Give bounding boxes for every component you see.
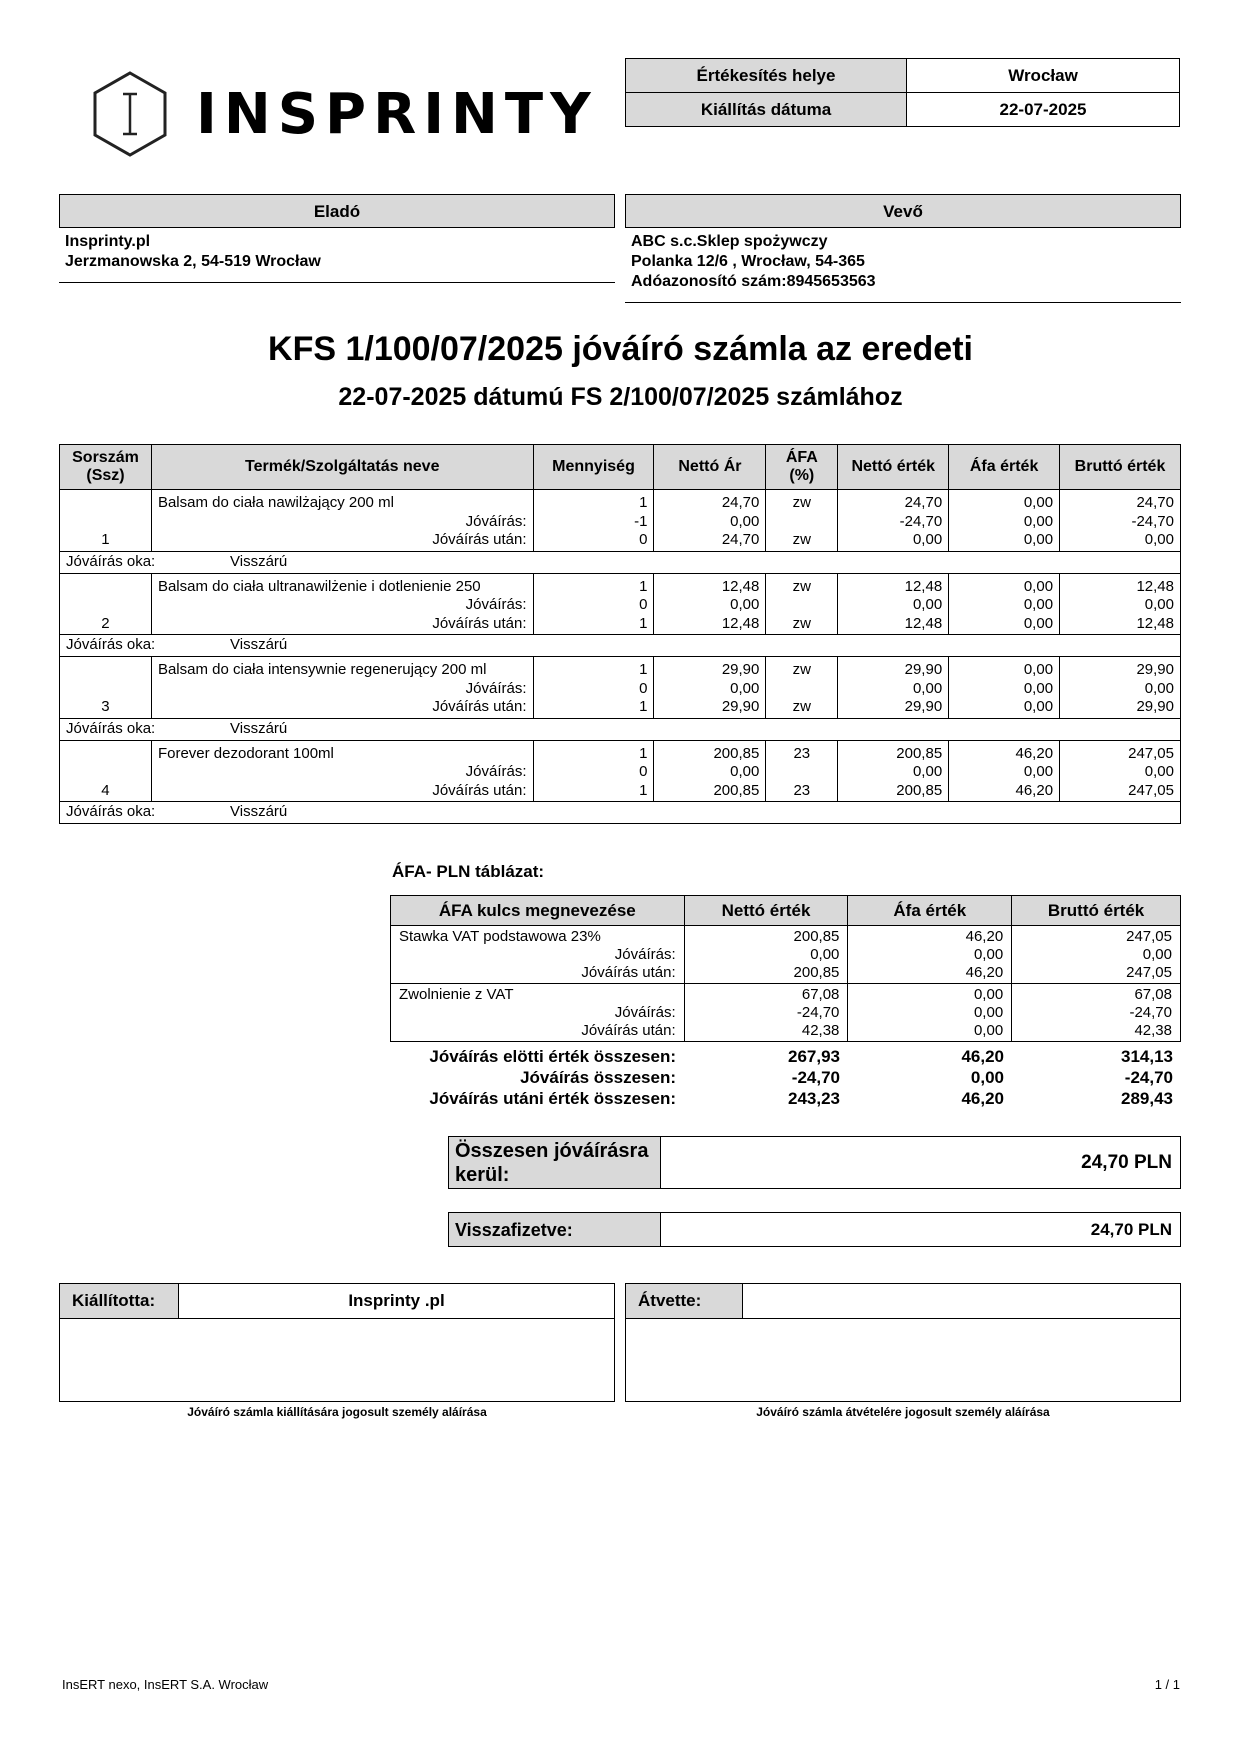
item-vat-cell xyxy=(766,657,838,719)
item-net-value-cell xyxy=(838,573,949,635)
brand-name: INSPRINTY xyxy=(196,82,598,147)
totals-row xyxy=(390,1046,1181,1067)
receiver-label: Átvette: xyxy=(626,1284,743,1318)
item-qty-cell xyxy=(533,573,654,635)
totals-row xyxy=(390,1088,1181,1109)
item-qty: 0 xyxy=(639,531,648,548)
item-row xyxy=(60,490,1181,552)
item-vat-value-cell xyxy=(949,657,1060,719)
totals-vat: 46,20 xyxy=(961,1047,1004,1066)
vat-correction-label: Jóváírás: xyxy=(614,946,676,963)
item-qty: 1 xyxy=(639,577,648,595)
totals-net: 243,23 xyxy=(788,1089,840,1108)
vat-rate-name: Zwolnienie z VAT xyxy=(399,986,514,1003)
refund-label: Visszafizetve: xyxy=(449,1213,661,1246)
item-vat-value: 0,00 xyxy=(1023,596,1054,613)
receiver-value xyxy=(743,1284,1180,1318)
item-qty: -1 xyxy=(634,512,648,530)
item-net-price: 29,90 xyxy=(721,698,760,715)
vat-vat-value: 46,20 xyxy=(965,964,1004,981)
totals-net: -24,70 xyxy=(791,1068,840,1087)
vat-vat-value: 0,00 xyxy=(973,1022,1004,1039)
item-gross-value: 247,05 xyxy=(1128,744,1174,762)
buyer-tax-id: Adóazonosító szám:8945653563 xyxy=(631,273,876,290)
item-net-price: 200,85 xyxy=(713,744,760,762)
item-after-label: Jóváírás után: xyxy=(432,531,527,548)
item-qty: 0 xyxy=(639,679,648,697)
col-header-vat xyxy=(766,445,838,490)
item-gross-value: 24,70 xyxy=(1136,494,1174,511)
totals-gross: 314,13 xyxy=(1121,1047,1173,1066)
item-reason-value: Visszárú xyxy=(230,803,288,820)
item-net-value: 0,00 xyxy=(912,531,943,548)
item-gross-value-cell xyxy=(1060,740,1181,802)
item-vat: zw xyxy=(792,494,811,511)
vat-net-value: 42,38 xyxy=(801,1022,840,1039)
item-vat: 23 xyxy=(793,781,811,799)
refund-value: 24,70 PLN xyxy=(1090,1220,1172,1239)
footer-software: InsERT nexo, InsERT S.A. Wrocław xyxy=(62,1677,269,1692)
item-gross-value-cell xyxy=(1060,573,1181,635)
item-name-cell xyxy=(151,490,533,552)
item-net-value: 12,48 xyxy=(904,577,943,595)
item-name-cell xyxy=(151,573,533,635)
item-name: Balsam do ciała intensywnie regenerujący 200 ml xyxy=(157,661,487,678)
buyer-address: Polanka 12/6 , Wrocław, 54-365 xyxy=(631,253,865,270)
item-net-value: -24,70 xyxy=(899,512,943,530)
item-correction-label: Jóváírás: xyxy=(465,679,527,697)
vat-net-value: 200,85 xyxy=(793,964,840,981)
item-vat-value: 46,20 xyxy=(1015,744,1054,762)
footer-page-number: 1 / 1 xyxy=(1154,1677,1180,1692)
totals-row xyxy=(390,1067,1181,1088)
sale-place-label: Értékesítés helye xyxy=(626,59,907,93)
vat-net-value: 67,08 xyxy=(801,986,840,1003)
vat-vat-cell xyxy=(848,926,1012,984)
vat-row xyxy=(391,984,1181,1042)
issue-date-value: 22-07-2025 xyxy=(907,93,1180,127)
col-header-gross-value: Bruttó érték xyxy=(1060,445,1181,490)
vat-table xyxy=(390,895,1181,1042)
vat-after-label: Jóváírás után: xyxy=(581,964,676,981)
item-vat-value: 0,00 xyxy=(1023,494,1054,511)
item-vat xyxy=(772,596,831,615)
item-after-label: Jóváírás után: xyxy=(432,781,527,799)
item-gross-value: 12,48 xyxy=(1136,614,1174,632)
item-net-value: 200,85 xyxy=(896,781,943,799)
item-reason-label: Jóváírás oka: xyxy=(66,719,156,737)
item-vat: zw xyxy=(792,661,811,678)
item-vat: zw xyxy=(792,698,811,715)
col-header-no xyxy=(60,445,152,490)
seller-address: Jerzmanowska 2, 54-519 Wrocław xyxy=(65,253,321,270)
vat-gross-cell xyxy=(1012,926,1181,984)
vat-name-cell xyxy=(391,984,685,1042)
buyer-details xyxy=(625,228,1181,303)
item-vat-value: 0,00 xyxy=(1023,512,1054,530)
totals-vat: 0,00 xyxy=(970,1068,1004,1087)
item-net-price-cell xyxy=(654,740,766,802)
receiver-signature-box xyxy=(625,1283,1181,1402)
item-net-price: 12,48 xyxy=(721,614,760,632)
col-header-no-line1: Sorszám xyxy=(72,449,139,466)
item-gross-value-cell xyxy=(1060,490,1181,552)
issue-date-row xyxy=(626,93,1180,127)
item-reason-value: Visszárú xyxy=(230,636,288,653)
item-vat-value-cell xyxy=(949,573,1060,635)
item-gross-value-cell xyxy=(1060,657,1181,719)
totals-gross: -24,70 xyxy=(1124,1068,1173,1087)
buyer-name: ABC s.c.Sklep spożywczy xyxy=(631,233,828,250)
item-net-value: 24,70 xyxy=(904,494,943,511)
vat-gross-value: 247,05 xyxy=(1126,964,1172,981)
item-gross-value: 0,00 xyxy=(1144,679,1174,697)
item-after-label: Jóváírás után: xyxy=(432,614,527,632)
credit-total-label: Összesen jóváírásra kerül: xyxy=(449,1137,661,1188)
item-vat: zw xyxy=(792,577,811,595)
hexagon-logo-icon xyxy=(92,70,168,158)
item-vat-value-cell xyxy=(949,490,1060,552)
item-name: Forever dezodorant 100ml xyxy=(157,744,334,762)
issuer-signature-header xyxy=(60,1284,614,1319)
item-net-price-cell xyxy=(654,657,766,719)
item-vat xyxy=(772,763,831,782)
item-gross-value: 0,00 xyxy=(1144,763,1174,780)
col-header-net-value: Nettó érték xyxy=(838,445,949,490)
item-net-value: 29,90 xyxy=(904,661,943,678)
item-no: 3 xyxy=(60,657,152,719)
vat-after-label: Jóváírás után: xyxy=(581,1022,676,1039)
item-no: 4 xyxy=(60,740,152,802)
item-vat xyxy=(772,513,831,532)
item-gross-value: 12,48 xyxy=(1136,577,1174,595)
vat-gross-value: 0,00 xyxy=(1142,946,1172,963)
vat-vat-cell xyxy=(848,984,1012,1042)
vat-row xyxy=(391,926,1181,984)
item-reason-value: Visszárú xyxy=(230,552,288,570)
receiver-signature-caption: Jóváíró számla átvételére jogosult személy aláírása xyxy=(756,1405,1050,1419)
receiver-signature-header xyxy=(626,1284,1180,1319)
item-qty: 1 xyxy=(639,661,648,678)
item-vat: zw xyxy=(792,614,811,632)
totals-label: Jóváírás elötti érték összesen: xyxy=(429,1047,676,1066)
item-net-price: 0,00 xyxy=(730,512,760,530)
item-net-price-cell xyxy=(654,490,766,552)
item-reason-row xyxy=(60,802,1181,824)
vat-gross-value: -24,70 xyxy=(1129,1004,1172,1021)
totals-table xyxy=(390,1046,1181,1109)
document-subtitle: 22-07-2025 dátumú FS 2/100/07/2025 számlához xyxy=(338,383,903,411)
item-vat-value: 46,20 xyxy=(1015,781,1054,799)
item-net-value-cell xyxy=(838,740,949,802)
item-reason-row xyxy=(60,551,1181,573)
vat-table-title: ÁFA- PLN táblázat: xyxy=(392,862,545,881)
vat-vat-value: 46,20 xyxy=(965,928,1004,945)
item-vat-value: 0,00 xyxy=(1023,763,1054,780)
totals-label: Jóváírás összesen: xyxy=(520,1068,676,1087)
company-logo xyxy=(92,70,598,160)
item-qty: 0 xyxy=(639,763,648,780)
vat-gross-value: 247,05 xyxy=(1126,928,1172,945)
totals-vat: 46,20 xyxy=(961,1089,1004,1108)
col-header-vat-line1: ÁFA xyxy=(785,449,818,466)
item-row xyxy=(60,657,1181,719)
issuer-signature-box xyxy=(59,1283,615,1402)
item-gross-value: -24,70 xyxy=(1131,512,1174,530)
item-net-price: 12,48 xyxy=(721,577,760,595)
seller-header: Eladó xyxy=(59,194,615,228)
col-header-vat-value: Áfa érték xyxy=(949,445,1060,490)
items-table xyxy=(59,444,1181,824)
vat-col-header-gross: Bruttó érték xyxy=(1012,896,1181,926)
item-vat-value: 0,00 xyxy=(1023,698,1054,715)
vat-vat-value: 0,00 xyxy=(973,946,1004,963)
items-header-row xyxy=(60,445,1181,490)
vat-net-cell xyxy=(684,984,848,1042)
item-net-value: 0,00 xyxy=(912,596,943,613)
item-vat-value: 0,00 xyxy=(1023,577,1054,595)
totals-gross: 289,43 xyxy=(1121,1089,1173,1108)
vat-col-header-net: Nettó érték xyxy=(684,896,848,926)
item-qty: 1 xyxy=(639,494,648,511)
item-vat: 23 xyxy=(793,744,811,762)
item-vat xyxy=(772,680,831,699)
vat-net-value: -24,70 xyxy=(796,1004,840,1021)
item-name: Balsam do ciała nawilżający 200 ml xyxy=(157,494,394,511)
vat-gross-cell xyxy=(1012,984,1181,1042)
item-qty: 0 xyxy=(639,596,648,613)
item-vat-value: 0,00 xyxy=(1023,531,1054,548)
item-vat-cell xyxy=(766,490,838,552)
item-net-price: 200,85 xyxy=(713,781,760,799)
item-gross-value: 29,90 xyxy=(1136,661,1174,678)
item-net-value: 0,00 xyxy=(912,679,943,697)
vat-rate-name: Stawka VAT podstawowa 23% xyxy=(399,928,601,945)
item-net-value: 12,48 xyxy=(904,614,943,632)
item-net-value: 200,85 xyxy=(896,744,943,762)
item-row xyxy=(60,740,1181,802)
item-name: Balsam do ciała ultranawilżenie i dotlenienie 250 xyxy=(157,577,481,595)
item-qty: 1 xyxy=(639,698,648,715)
vat-correction-label: Jóváírás: xyxy=(614,1004,676,1021)
item-net-price: 29,90 xyxy=(721,661,760,678)
item-row xyxy=(60,573,1181,635)
issue-info-table xyxy=(625,58,1180,127)
issuer-label: Kiállította: xyxy=(60,1284,179,1318)
item-reason-label: Jóváírás oka: xyxy=(66,636,156,653)
item-net-price-cell xyxy=(654,573,766,635)
item-qty: 1 xyxy=(639,744,648,762)
credit-total-box xyxy=(448,1136,1181,1189)
item-net-value: 29,90 xyxy=(904,698,943,715)
vat-col-header-name: ÁFA kulcs megnevezése xyxy=(391,896,685,926)
sale-place-value: Wrocław xyxy=(907,59,1180,93)
item-name-cell xyxy=(151,740,533,802)
buyer-header: Vevő xyxy=(625,194,1181,228)
item-no: 2 xyxy=(60,573,152,635)
vat-name-cell xyxy=(391,926,685,984)
item-reason-label: Jóváírás oka: xyxy=(66,803,156,820)
item-qty-cell xyxy=(533,657,654,719)
vat-net-cell xyxy=(684,926,848,984)
item-vat-value: 0,00 xyxy=(1023,679,1054,697)
issuer-signature-caption: Jóváíró számla kiállítására jogosult személy aláírása xyxy=(187,1405,487,1419)
item-reason-label: Jóváírás oka: xyxy=(66,552,156,570)
item-net-value-cell xyxy=(838,657,949,719)
item-gross-value: 0,00 xyxy=(1144,531,1174,548)
vat-net-value: 200,85 xyxy=(793,928,840,945)
item-name-cell xyxy=(151,657,533,719)
item-after-label: Jóváírás után: xyxy=(432,698,527,715)
col-header-qty: Mennyiség xyxy=(533,445,654,490)
issuer-value: Insprinty .pl xyxy=(348,1291,445,1310)
item-net-value-cell xyxy=(838,490,949,552)
vat-gross-value: 67,08 xyxy=(1134,986,1172,1003)
item-correction-label: Jóváírás: xyxy=(465,763,527,780)
col-header-no-line2: (Ssz) xyxy=(86,467,125,484)
vat-vat-value: 0,00 xyxy=(973,1004,1004,1021)
item-vat-value-cell xyxy=(949,740,1060,802)
item-gross-value: 247,05 xyxy=(1128,781,1174,799)
item-qty-cell xyxy=(533,490,654,552)
item-reason-row xyxy=(60,718,1181,740)
credit-total-value: 24,70 PLN xyxy=(1081,1152,1172,1173)
vat-vat-value: 0,00 xyxy=(973,986,1004,1003)
item-net-price: 0,00 xyxy=(730,763,760,780)
document-title: KFS 1/100/07/2025 jóváíró számla az eredeti xyxy=(268,330,973,368)
refund-box xyxy=(448,1212,1181,1247)
col-header-vat-line2: (%) xyxy=(789,467,815,484)
col-header-net-price: Nettó Ár xyxy=(654,445,766,490)
item-correction-label: Jóváírás: xyxy=(465,512,527,530)
item-qty: 1 xyxy=(639,614,648,632)
item-gross-value: 29,90 xyxy=(1136,698,1174,715)
seller-name: Insprinty.pl xyxy=(65,233,151,250)
item-net-value: 0,00 xyxy=(912,763,943,780)
item-qty: 1 xyxy=(639,781,648,799)
vat-header-row xyxy=(391,896,1181,926)
sale-place-row xyxy=(626,59,1180,93)
item-vat-cell xyxy=(766,740,838,802)
item-net-price: 0,00 xyxy=(730,596,760,613)
item-net-price: 0,00 xyxy=(730,679,760,697)
item-gross-value: 0,00 xyxy=(1144,596,1174,613)
vat-gross-value: 42,38 xyxy=(1134,1022,1172,1039)
item-qty-cell xyxy=(533,740,654,802)
item-net-price: 24,70 xyxy=(721,531,760,548)
seller-details xyxy=(59,228,615,283)
totals-label: Jóváírás utáni érték összesen: xyxy=(429,1089,676,1108)
item-vat: zw xyxy=(792,531,811,548)
item-vat-cell xyxy=(766,573,838,635)
item-correction-label: Jóváírás: xyxy=(465,596,527,613)
item-reason-value: Visszárú xyxy=(230,719,288,737)
seller-block xyxy=(59,194,615,283)
issue-date-label: Kiállítás dátuma xyxy=(626,93,907,127)
vat-col-header-vat: Áfa érték xyxy=(848,896,1012,926)
item-no: 1 xyxy=(60,490,152,552)
col-header-name: Termék/Szolgáltatás neve xyxy=(151,445,533,490)
item-reason-row xyxy=(60,635,1181,657)
totals-net: 267,93 xyxy=(788,1047,840,1066)
item-net-price: 24,70 xyxy=(721,494,760,511)
buyer-block xyxy=(625,194,1181,303)
item-vat-value: 0,00 xyxy=(1023,661,1054,678)
item-vat-value: 0,00 xyxy=(1023,614,1054,632)
vat-net-value: 0,00 xyxy=(810,946,840,963)
